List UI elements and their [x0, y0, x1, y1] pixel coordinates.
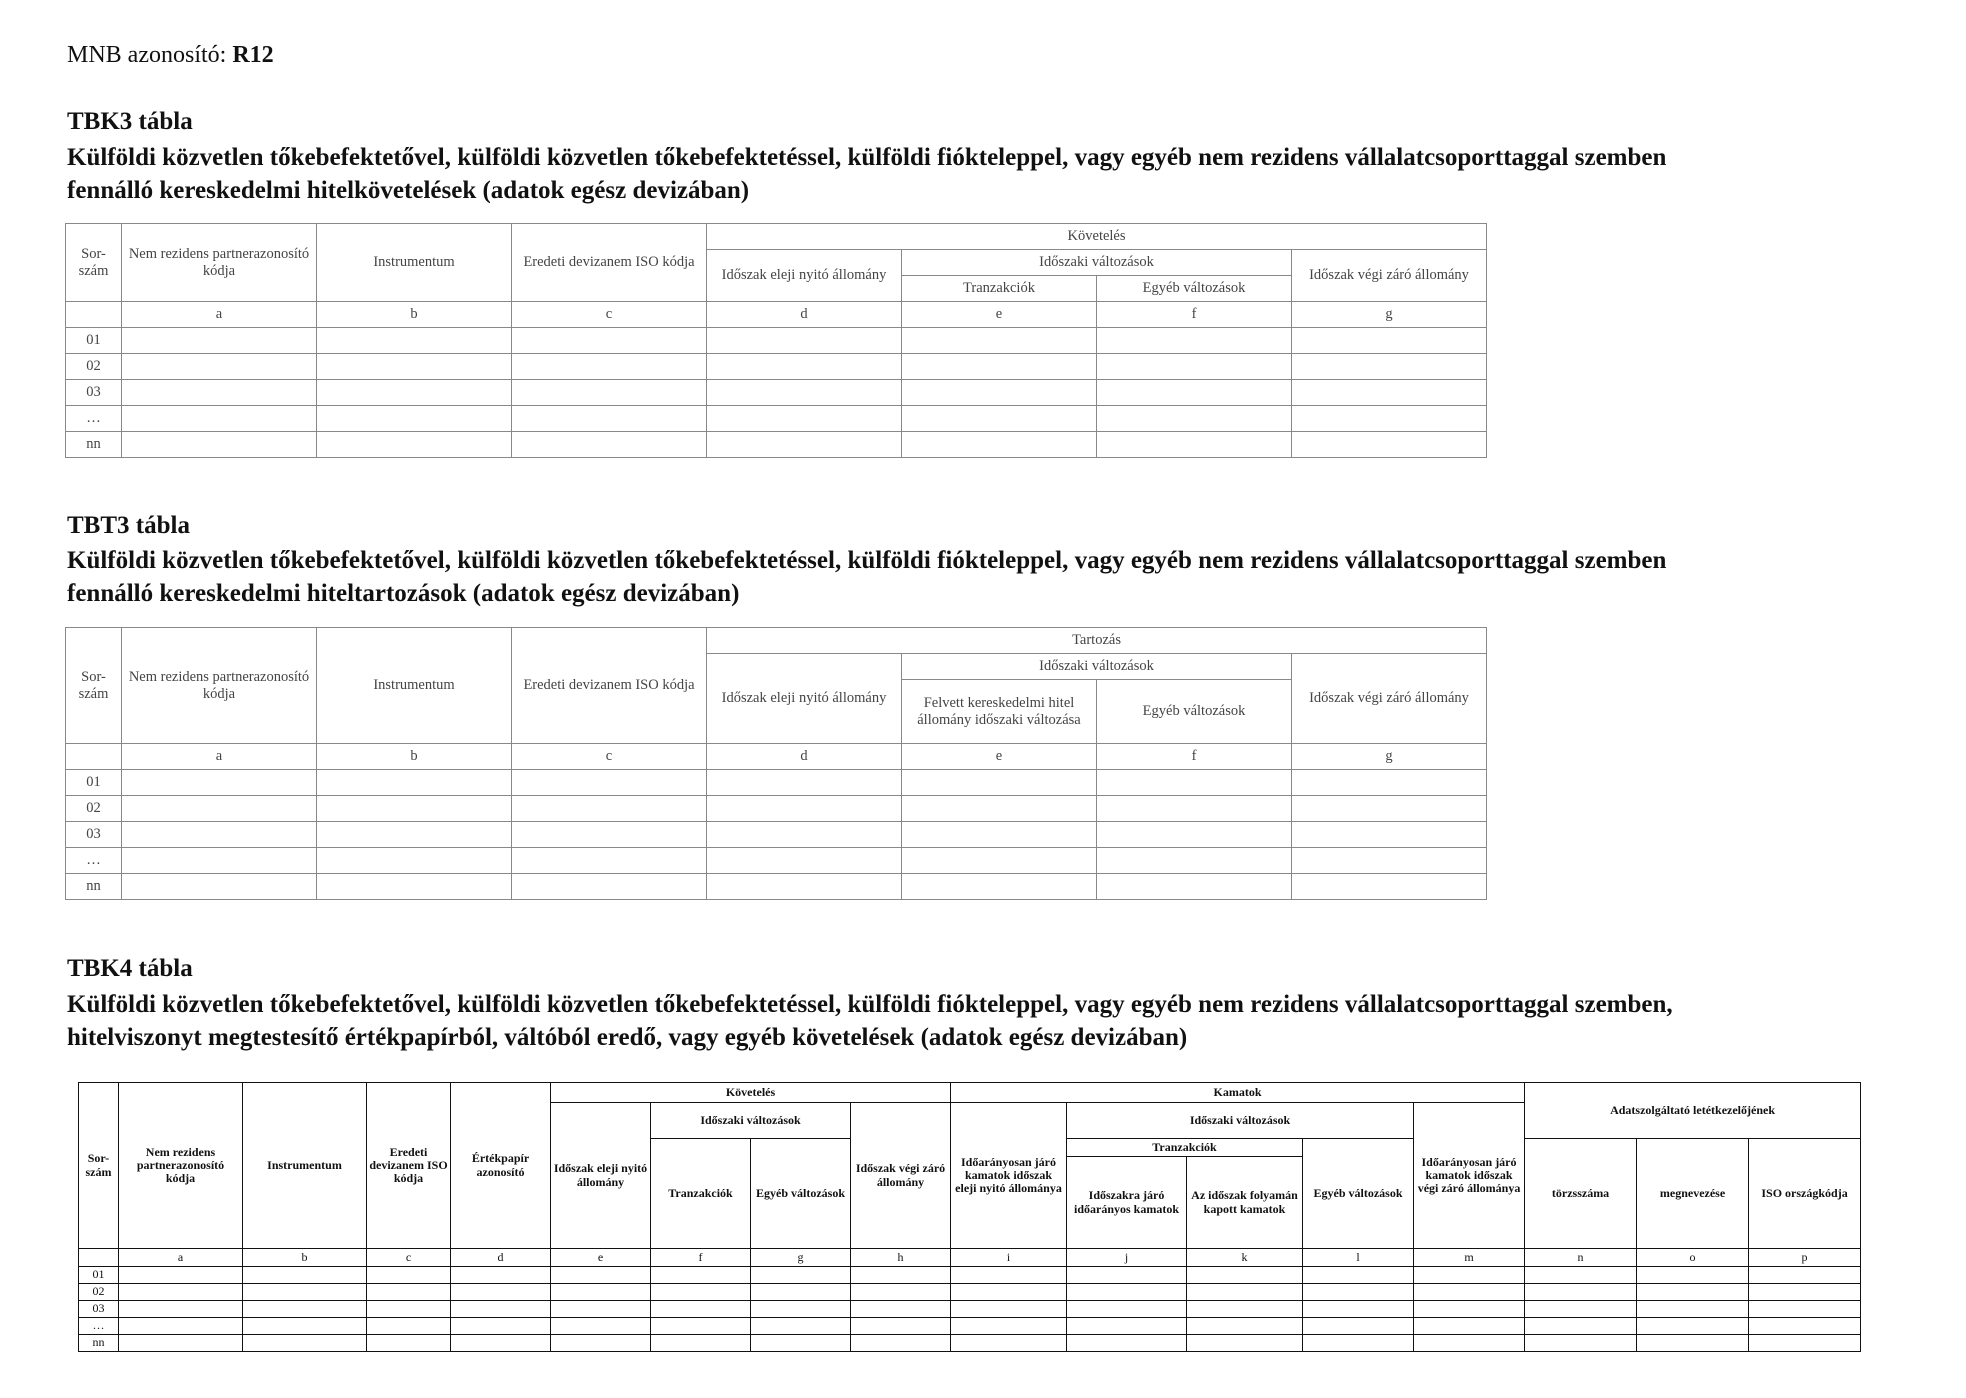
tbt3-header-instrumentum: Instrumentum: [317, 628, 512, 744]
letter-cell: f: [1097, 302, 1292, 328]
tbk4-table: [78, 1082, 1861, 1352]
tbk4-header-k-egyeb: Egyéb változások: [1303, 1139, 1414, 1249]
data-cell: [122, 328, 317, 354]
data-cell: [367, 1318, 451, 1335]
data-cell: [451, 1301, 551, 1318]
data-cell: [551, 1335, 651, 1352]
data-cell: [512, 432, 707, 458]
letter-cell-empty: [66, 744, 122, 770]
tbk4-description-line2: hitelviszonyt megtestesítő értékpapírból, váltóból eredő, vagy egyéb követelések (adatok egész devizában): [67, 1024, 1188, 1051]
tbt3-description-line2: fennálló kereskedelmi hiteltartozások (adatok egész devizában): [67, 580, 740, 607]
tbk4-header-kovetelés: Követelés: [551, 1083, 951, 1103]
data-cell: [902, 874, 1097, 900]
data-cell: [1749, 1318, 1861, 1335]
row-number: 03: [66, 380, 122, 406]
data-cell: [651, 1301, 751, 1318]
letter-cell-empty: [79, 1249, 119, 1267]
table-row: [66, 432, 1487, 458]
data-cell: [317, 328, 512, 354]
tbt3-header-sorszam: Sor-szám: [66, 628, 122, 744]
data-cell: [551, 1301, 651, 1318]
table-row: [79, 1267, 1861, 1284]
letter-cell: b: [243, 1249, 367, 1267]
letter-cell: a: [122, 302, 317, 328]
tbk4-header-partner: Nem rezidens partnerazonosító kódja: [119, 1083, 243, 1249]
tbk4-header-k-nyito: Időarányosan járó kamatok időszak eleji nyitó állománya: [951, 1103, 1067, 1249]
data-cell: [122, 822, 317, 848]
data-cell: [122, 380, 317, 406]
row-number: 03: [66, 822, 122, 848]
row-number: 01: [66, 770, 122, 796]
data-cell: [707, 770, 902, 796]
letter-cell: c: [367, 1249, 451, 1267]
data-cell: [317, 354, 512, 380]
data-cell: [451, 1284, 551, 1301]
letter-cell: b: [317, 744, 512, 770]
data-cell: [651, 1267, 751, 1284]
tbk3-description: [67, 141, 1957, 207]
data-cell: [902, 822, 1097, 848]
data-cell: [902, 770, 1097, 796]
data-cell: [243, 1335, 367, 1352]
data-cell: [851, 1267, 951, 1284]
letter-cell: g: [1292, 744, 1487, 770]
tbk4-header-k-kapott: Az időszak folyamán kapott kamatok: [1187, 1157, 1303, 1249]
data-cell: [707, 822, 902, 848]
data-cell: [1187, 1335, 1303, 1352]
data-cell: [1749, 1284, 1861, 1301]
data-cell: [451, 1335, 551, 1352]
data-cell: [1637, 1318, 1749, 1335]
data-cell: [1525, 1318, 1637, 1335]
data-cell: [1292, 796, 1487, 822]
tbk3-header-partner: Nem rezidens partnerazonosító kódja: [122, 224, 317, 302]
data-cell: [1097, 822, 1292, 848]
row-number: 02: [79, 1284, 119, 1301]
data-cell: [902, 432, 1097, 458]
data-cell: [751, 1335, 851, 1352]
data-cell: [119, 1267, 243, 1284]
data-cell: [1292, 848, 1487, 874]
data-cell: [1097, 432, 1292, 458]
data-cell: [902, 796, 1097, 822]
letter-cell: g: [1292, 302, 1487, 328]
data-cell: [512, 328, 707, 354]
data-cell: [243, 1318, 367, 1335]
data-cell: [1067, 1301, 1187, 1318]
data-cell: [1292, 874, 1487, 900]
data-cell: [707, 406, 902, 432]
data-cell: [122, 770, 317, 796]
data-cell: [317, 770, 512, 796]
tbk3-header-instrumentum: Instrumentum: [317, 224, 512, 302]
letter-cell: e: [902, 744, 1097, 770]
data-cell: [512, 770, 707, 796]
data-cell: [1097, 406, 1292, 432]
data-cell: [122, 874, 317, 900]
data-cell: [1303, 1267, 1414, 1284]
data-cell: [1292, 406, 1487, 432]
letter-cell: f: [1097, 744, 1292, 770]
data-cell: [1637, 1267, 1749, 1284]
letter-cell: a: [119, 1249, 243, 1267]
tbk3-header-zaro: Időszak végi záró állomány: [1292, 250, 1487, 302]
data-cell: [1097, 770, 1292, 796]
data-cell: [1067, 1267, 1187, 1284]
letter-cell: j: [1067, 1249, 1187, 1267]
letter-cell: l: [1303, 1249, 1414, 1267]
tbk4-header-valtozasok: Időszaki változások: [651, 1103, 851, 1139]
data-cell: [367, 1267, 451, 1284]
data-cell: [751, 1301, 851, 1318]
data-cell: [1187, 1301, 1303, 1318]
tbk4-header-tranzakciok: Tranzakciók: [651, 1139, 751, 1249]
tbk3-header-tranzakciok: Tranzakciók: [902, 276, 1097, 302]
data-cell: [1414, 1335, 1525, 1352]
letter-cell: k: [1187, 1249, 1303, 1267]
table-row: [79, 1301, 1861, 1318]
data-cell: [1637, 1335, 1749, 1352]
data-cell: [951, 1318, 1067, 1335]
data-cell: [512, 380, 707, 406]
table-row: [66, 822, 1487, 848]
data-cell: [951, 1335, 1067, 1352]
data-cell: [707, 432, 902, 458]
letter-cell: d: [707, 744, 902, 770]
tbk3-header-sorszam: Sor-szám: [66, 224, 122, 302]
letter-cell: b: [317, 302, 512, 328]
data-cell: [451, 1267, 551, 1284]
data-cell: [119, 1335, 243, 1352]
data-cell: [707, 796, 902, 822]
row-number: 02: [66, 354, 122, 380]
data-cell: [651, 1335, 751, 1352]
data-cell: [1097, 796, 1292, 822]
data-cell: [243, 1301, 367, 1318]
letter-cell: f: [651, 1249, 751, 1267]
table-row: [66, 406, 1487, 432]
tbk4-header-instrumentum: Instrumentum: [243, 1083, 367, 1249]
data-cell: [1749, 1335, 1861, 1352]
letter-cell: h: [851, 1249, 951, 1267]
table-row: [79, 1284, 1861, 1301]
data-cell: [707, 874, 902, 900]
letter-cell: e: [551, 1249, 651, 1267]
table-row: [79, 1335, 1861, 1352]
data-cell: [1414, 1284, 1525, 1301]
letter-cell: m: [1414, 1249, 1525, 1267]
tbt3-title: TBT3 tábla: [67, 512, 190, 539]
tbt3-header-deviza: Eredeti devizanem ISO kódja: [512, 628, 707, 744]
data-cell: [512, 406, 707, 432]
data-cell: [1097, 874, 1292, 900]
data-cell: [1414, 1318, 1525, 1335]
data-cell: [1187, 1318, 1303, 1335]
letter-cell-empty: [66, 302, 122, 328]
data-cell: [367, 1284, 451, 1301]
data-cell: [1292, 822, 1487, 848]
tbk4-header-zaro: Időszak végi záró állomány: [851, 1103, 951, 1249]
letter-cell: n: [1525, 1249, 1637, 1267]
tbk4-description: [67, 988, 1957, 1054]
letter-cell: a: [122, 744, 317, 770]
data-cell: [512, 354, 707, 380]
data-cell: [1097, 380, 1292, 406]
row-number: nn: [66, 874, 122, 900]
data-cell: [902, 354, 1097, 380]
data-cell: [1525, 1301, 1637, 1318]
mnb-label: MNB azonosító:: [67, 42, 227, 68]
tbk3-table: [65, 223, 1487, 458]
data-cell: [551, 1318, 651, 1335]
tbt3-header-egyeb: Egyéb változások: [1097, 680, 1292, 744]
tbk4-header-sorszam: Sor-szám: [79, 1083, 119, 1249]
tbk3-description-line2: fennálló kereskedelmi hitelkövetelések (adatok egész devizában): [67, 177, 750, 204]
data-cell: [512, 822, 707, 848]
row-number: …: [66, 406, 122, 432]
tbt3-table: [65, 627, 1487, 900]
row-number: …: [79, 1318, 119, 1335]
data-cell: [651, 1284, 751, 1301]
tbk4-header-egyeb: Egyéb változások: [751, 1139, 851, 1249]
data-cell: [902, 380, 1097, 406]
tbk3-description-line1: Külföldi közvetlen tőkebefektetővel, külföldi közvetlen tőkebefektetéssel, külföldi fiókteleppel, vagy egyéb nem rezidens vállalatcsoporttaggal szemben: [67, 144, 1667, 171]
data-cell: [651, 1318, 751, 1335]
row-number: …: [66, 848, 122, 874]
row-number: 02: [66, 796, 122, 822]
data-cell: [1067, 1284, 1187, 1301]
data-cell: [707, 380, 902, 406]
letter-cell: g: [751, 1249, 851, 1267]
tbk4-header-torzsszama: törzsszáma: [1525, 1139, 1637, 1249]
data-cell: [1292, 770, 1487, 796]
data-cell: [512, 874, 707, 900]
tbk3-header-nyito: Időszak eleji nyitó állomány: [707, 250, 902, 302]
data-cell: [317, 848, 512, 874]
letter-cell: p: [1749, 1249, 1861, 1267]
data-cell: [119, 1318, 243, 1335]
data-cell: [851, 1318, 951, 1335]
table-row: [66, 328, 1487, 354]
data-cell: [317, 874, 512, 900]
data-cell: [1067, 1318, 1187, 1335]
tbk4-header-k-zaro: Időarányosan járó kamatok időszak végi záró állománya: [1414, 1103, 1525, 1249]
data-cell: [902, 406, 1097, 432]
tbk4-header-adatszolg: Adatszolgáltató letétkezelőjének: [1525, 1083, 1861, 1139]
data-cell: [1303, 1301, 1414, 1318]
data-cell: [317, 432, 512, 458]
data-cell: [707, 848, 902, 874]
data-cell: [851, 1301, 951, 1318]
tbk4-title: TBK4 tábla: [67, 955, 193, 982]
row-number: 03: [79, 1301, 119, 1318]
data-cell: [902, 848, 1097, 874]
data-cell: [707, 354, 902, 380]
data-cell: [1303, 1284, 1414, 1301]
row-number: 01: [66, 328, 122, 354]
data-cell: [1303, 1335, 1414, 1352]
letter-cell: c: [512, 302, 707, 328]
tbk4-header-k-valtozasok: Időszaki változások: [1067, 1103, 1414, 1139]
data-cell: [1097, 354, 1292, 380]
data-cell: [1414, 1301, 1525, 1318]
data-cell: [951, 1267, 1067, 1284]
data-cell: [122, 848, 317, 874]
data-cell: [707, 328, 902, 354]
tbk3-title: TBK3 tábla: [67, 108, 193, 135]
mnb-identifier: [67, 42, 274, 69]
tbk3-header-egyeb: Egyéb változások: [1097, 276, 1292, 302]
tbk4-header-ertekpapir: Értékpapír azonosító: [451, 1083, 551, 1249]
table-row: [66, 354, 1487, 380]
tbk4-header-nyito: Időszak eleji nyitó állomány: [551, 1103, 651, 1249]
data-cell: [1097, 328, 1292, 354]
data-cell: [243, 1267, 367, 1284]
tbk3-header-group: Követelés: [707, 224, 1487, 250]
table-row: [79, 1318, 1861, 1335]
data-cell: [1292, 328, 1487, 354]
tbt3-description: [67, 544, 1957, 610]
tbk4-header-k-idoszakra: Időszakra járó időarányos kamatok: [1067, 1157, 1187, 1249]
data-cell: [751, 1318, 851, 1335]
row-number: nn: [66, 432, 122, 458]
table-row: [66, 380, 1487, 406]
tbt3-description-line1: Külföldi közvetlen tőkebefektetővel, külföldi közvetlen tőkebefektetéssel, külföldi fiókteleppel, vagy egyéb nem rezidens vállalatcsoporttaggal szemben: [67, 547, 1667, 574]
tbt3-header-valtozasok: Időszaki változások: [902, 654, 1292, 680]
data-cell: [1292, 380, 1487, 406]
tbk4-description-line1: Külföldi közvetlen tőkebefektetővel, külföldi közvetlen tőkebefektetéssel, külföldi fiókteleppel, vagy egyéb nem rezidens vállalatcsoporttaggal szemben,: [67, 991, 1673, 1018]
tbt3-header-partner: Nem rezidens partnerazonosító kódja: [122, 628, 317, 744]
data-cell: [1292, 354, 1487, 380]
letter-cell: c: [512, 744, 707, 770]
data-cell: [1525, 1267, 1637, 1284]
tbk4-header-megnevezese: megnevezése: [1637, 1139, 1749, 1249]
tbk4-header-k-tranzakciok: Tranzakciók: [1067, 1139, 1303, 1157]
letter-cell: o: [1637, 1249, 1749, 1267]
tbk3-header-deviza: Eredeti devizanem ISO kódja: [512, 224, 707, 302]
data-cell: [1525, 1335, 1637, 1352]
data-cell: [551, 1267, 651, 1284]
data-cell: [751, 1267, 851, 1284]
row-number: nn: [79, 1335, 119, 1352]
mnb-code: R12: [232, 42, 274, 68]
data-cell: [367, 1301, 451, 1318]
data-cell: [1292, 432, 1487, 458]
table-row: [66, 874, 1487, 900]
data-cell: [1637, 1301, 1749, 1318]
data-cell: [1525, 1284, 1637, 1301]
data-cell: [951, 1284, 1067, 1301]
data-cell: [512, 796, 707, 822]
row-number: 01: [79, 1267, 119, 1284]
tbk4-header-iso-orszag: ISO országkódja: [1749, 1139, 1861, 1249]
table-row: [66, 796, 1487, 822]
tbk4-letter-row: [79, 1249, 1861, 1267]
data-cell: [1749, 1267, 1861, 1284]
data-cell: [243, 1284, 367, 1301]
tbt3-header-felvett: Felvett kereskedelmi hitel állomány időszaki változása: [902, 680, 1097, 744]
tbt3-header-zaro: Időszak végi záró állomány: [1292, 654, 1487, 744]
data-cell: [119, 1301, 243, 1318]
data-cell: [1303, 1318, 1414, 1335]
data-cell: [122, 354, 317, 380]
tbt3-letter-row: [66, 744, 1487, 770]
data-cell: [1187, 1284, 1303, 1301]
data-cell: [451, 1318, 551, 1335]
tbk3-header-valtozasok: Időszaki változások: [902, 250, 1292, 276]
table-row: [66, 848, 1487, 874]
data-cell: [951, 1301, 1067, 1318]
data-cell: [512, 848, 707, 874]
data-cell: [317, 796, 512, 822]
data-cell: [851, 1335, 951, 1352]
data-cell: [317, 380, 512, 406]
data-cell: [122, 406, 317, 432]
letter-cell: e: [902, 302, 1097, 328]
data-cell: [119, 1284, 243, 1301]
tbk4-header-deviza: Eredeti devizanem ISO kódja: [367, 1083, 451, 1249]
data-cell: [902, 328, 1097, 354]
data-cell: [317, 406, 512, 432]
data-cell: [1097, 848, 1292, 874]
data-cell: [1187, 1267, 1303, 1284]
data-cell: [367, 1335, 451, 1352]
data-cell: [1067, 1335, 1187, 1352]
tbt3-header-group: Tartozás: [707, 628, 1487, 654]
data-cell: [551, 1284, 651, 1301]
letter-cell: i: [951, 1249, 1067, 1267]
data-cell: [317, 822, 512, 848]
data-cell: [1414, 1267, 1525, 1284]
tbk3-letter-row: [66, 302, 1487, 328]
data-cell: [122, 432, 317, 458]
data-cell: [1637, 1284, 1749, 1301]
letter-cell: d: [451, 1249, 551, 1267]
data-cell: [122, 796, 317, 822]
data-cell: [751, 1284, 851, 1301]
table-row: [66, 770, 1487, 796]
data-cell: [1749, 1301, 1861, 1318]
tbk4-header-kamatok: Kamatok: [951, 1083, 1525, 1103]
tbt3-header-nyito: Időszak eleji nyitó állomány: [707, 654, 902, 744]
data-cell: [851, 1284, 951, 1301]
letter-cell: d: [707, 302, 902, 328]
